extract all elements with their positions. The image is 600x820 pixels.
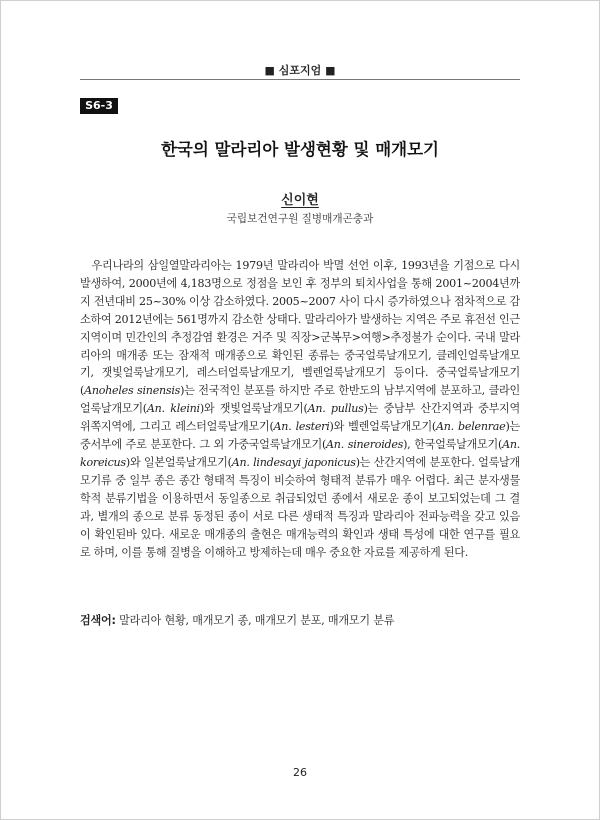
abstract-body <box>80 257 520 561</box>
keywords-terms: 말라리아 현황, 매개모기 종, 매개모기 분포, 매개모기 분류 <box>115 614 395 627</box>
species-name: An. kleini <box>146 402 200 416</box>
header-rule <box>80 79 520 80</box>
page-number: 26 <box>293 766 307 779</box>
abstract-segment: 우리나라의 삼일열말라리아는 1979년 말라리아 박멸 선언 이후, 1993년을 기점으로 다시 발생하여, 2000년에 4,183명으로 정점을 보인 후 정부의 퇴치사업을 통해 2001~2004년까지 전년대비 25~30% 이상 감소하였다. 2005~2007 사이 다시 증가하였으나 점차적으로 감소하여 2012년에는 561명까지 감소한 상태다. 말라리아가 발생하는 지역은 주로 휴전선 인근지역이며 민간인의 추정감염 환경은 거주 및 직장>군복무>여행>추정불가 순이다. 국내 말라리아의 매개종 또는 잠재적 매개종으로 확인된 종류는 중국얼룩날개모기, 클레인얼룩날개모기, 잿빛얼룩날개모기, 레스터얼룩날개모기, 벨렌얼룩날개모기 등이다. 중국얼룩날개모기( <box>80 259 520 398</box>
abstract-segment: )는 산간지역에 분포한다. 얼룩날개모기류 중 일부 종은 종간 형태적 특징이 비슷하여 형태적 분류가 매우 어렵다. 최근 분자생물학적 분류기법을 이용하면서 동일종으로 취급되었던 종에서 새로운 종이 보고되었는데 그 결과, 별개의 종으로 분류 동정된 종이 서로 다른 생태적 특징과 말라리아 전파능력을 갖고 있음이 확인된바 있다. 새로운 매개종의 출현은 매개능력의 확인과 생태 특성에 대한 연구를 필요로 하며, 이를 통해 질병을 이해하고 방제하는데 매우 중요한 자료를 제공하게 된다. <box>80 455 521 559</box>
species-name: An. lesteri <box>273 420 330 434</box>
species-name: An. belenrae <box>436 420 506 434</box>
keywords-label: 검색어: <box>80 614 116 627</box>
species-name: Anoheles sinensis <box>84 384 181 398</box>
session-badge: S6-3 <box>80 98 118 114</box>
species-name: An. sineroides <box>326 438 404 452</box>
species-name: An. pullus <box>307 402 364 416</box>
keywords-line <box>80 612 520 630</box>
abstract-segment: )와 잿빛얼룩날개모기( <box>199 402 308 416</box>
species-name: An. koreicus <box>80 438 520 469</box>
paper-title: 한국의 말라리아 발생현황 및 매개모기 <box>160 140 439 159</box>
abstract-segment: )는 전국적인 분포를 하지만 주로 한반도의 남부지역에 분포하고, 클라인얼룩날개모기( <box>80 384 520 416</box>
affiliation: 국립보건연구원 질병매개곤충과 <box>226 213 374 225</box>
author-block <box>80 189 520 208</box>
abstract-segment: )와 일본얼룩날개모기( <box>125 455 232 469</box>
abstract-segment: )와 벨렌얼룩날개모기( <box>329 420 436 434</box>
species-name: An. lindesayi japonicus <box>231 455 356 469</box>
abstract-segment: ), 한국얼룩날개모기( <box>403 438 503 452</box>
abstract-segment: )는 중남부 산간지역과 중부지역 위쪽지역에, 그리고 레스터얼룩날개모기( <box>80 402 520 434</box>
running-header: ■ 심포지엄 ■ <box>264 64 336 77</box>
author-name: 신이현 <box>281 193 319 208</box>
abstract-segment: )는 중서부에 주로 분포한다. 그 외 가중국얼룩날개모기( <box>80 420 521 452</box>
